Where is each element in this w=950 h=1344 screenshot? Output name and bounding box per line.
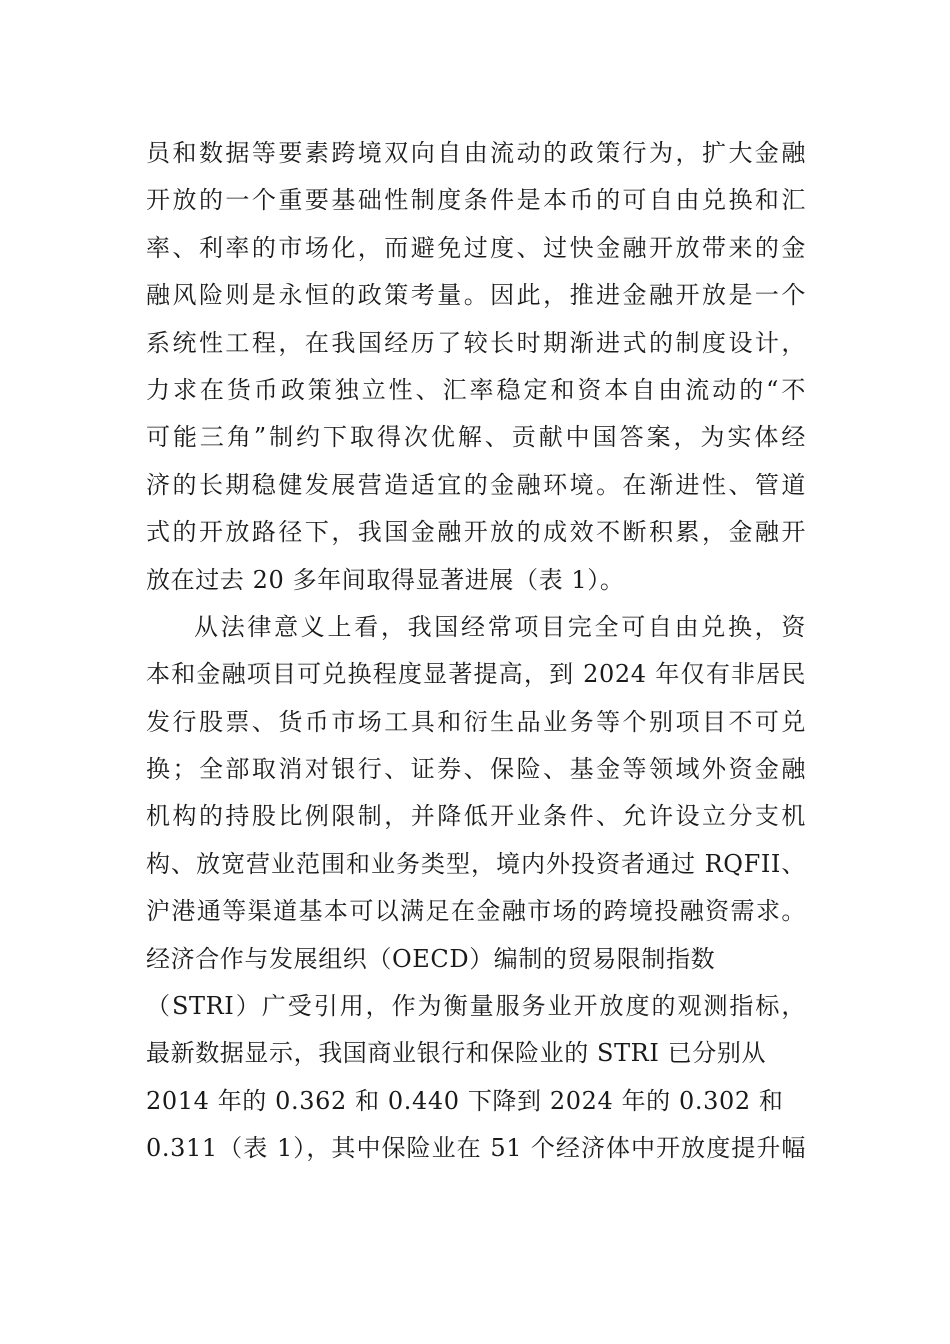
text-line: （STRI）广受引用，作为衡量服务业开放度的观测指标， bbox=[146, 992, 806, 1021]
text-line: 构、放宽营业范围和业务类型，境内外投资者通过 RQFII、 bbox=[146, 849, 806, 878]
text-line: 本和金融项目可兑换程度显著提高，到 2024 年仅有非居民 bbox=[146, 660, 806, 689]
text-line: 2014 年的 0.362 和 0.440 下降到 2024 年的 0.302 和 bbox=[146, 1086, 784, 1115]
text-line: 经济合作与发展组织（OECD）编制的贸易限制指数 bbox=[146, 944, 716, 973]
text-line: 发行股票、货币市场工具和衍生品业务等个别项目不可兑 bbox=[146, 707, 806, 736]
text-line: 员和数据等要素跨境双向自由流动的政策行为，扩大金融 bbox=[146, 139, 806, 167]
text-line: 换；全部取消对银行、证券、保险、基金等领域外资金融 bbox=[146, 755, 806, 784]
body-text bbox=[146, 130, 806, 1173]
text-line: 最新数据显示，我国商业银行和保险业的 STRI 已分别从 bbox=[146, 1039, 767, 1068]
text-line: 从法律意义上看，我国经常项目完全可自由兑换，资 bbox=[194, 612, 806, 641]
text-line: 济的长期稳健发展营造适宜的金融环境。在渐进性、管道 bbox=[146, 470, 806, 499]
text-line: 力求在货币政策独立性、汇率稳定和资本自由流动的“不 bbox=[146, 375, 806, 404]
paragraph bbox=[146, 604, 806, 1173]
text-line: 率、利率的市场化，而避免过度、过快金融开放带来的金 bbox=[146, 233, 806, 262]
text-line: 可能三角”制约下取得次优解、贡献中国答案，为实体经 bbox=[146, 423, 806, 452]
paragraph bbox=[146, 130, 806, 604]
text-line: 0.311（表 1），其中保险业在 51 个经济体中开放度提升幅 bbox=[146, 1134, 806, 1163]
text-line: 系统性工程，在我国经历了较长时期渐进式的制度设计， bbox=[146, 328, 806, 357]
text-line: 融风险则是永恒的政策考量。因此，推进金融开放是一个 bbox=[146, 281, 806, 310]
text-line: 开放的一个重要基础性制度条件是本币的可自由兑换和汇 bbox=[146, 186, 806, 215]
text-line: 放在过去 20 多年间取得显著进展（表 1）。 bbox=[146, 565, 625, 594]
text-line: 机构的持股比例限制，并降低开业条件、允许设立分支机 bbox=[146, 802, 806, 831]
text-line: 沪港通等渠道基本可以满足在金融市场的跨境投融资需求。 bbox=[146, 897, 806, 926]
text-line: 式的开放路径下，我国金融开放的成效不断积累，金融开 bbox=[146, 518, 806, 547]
